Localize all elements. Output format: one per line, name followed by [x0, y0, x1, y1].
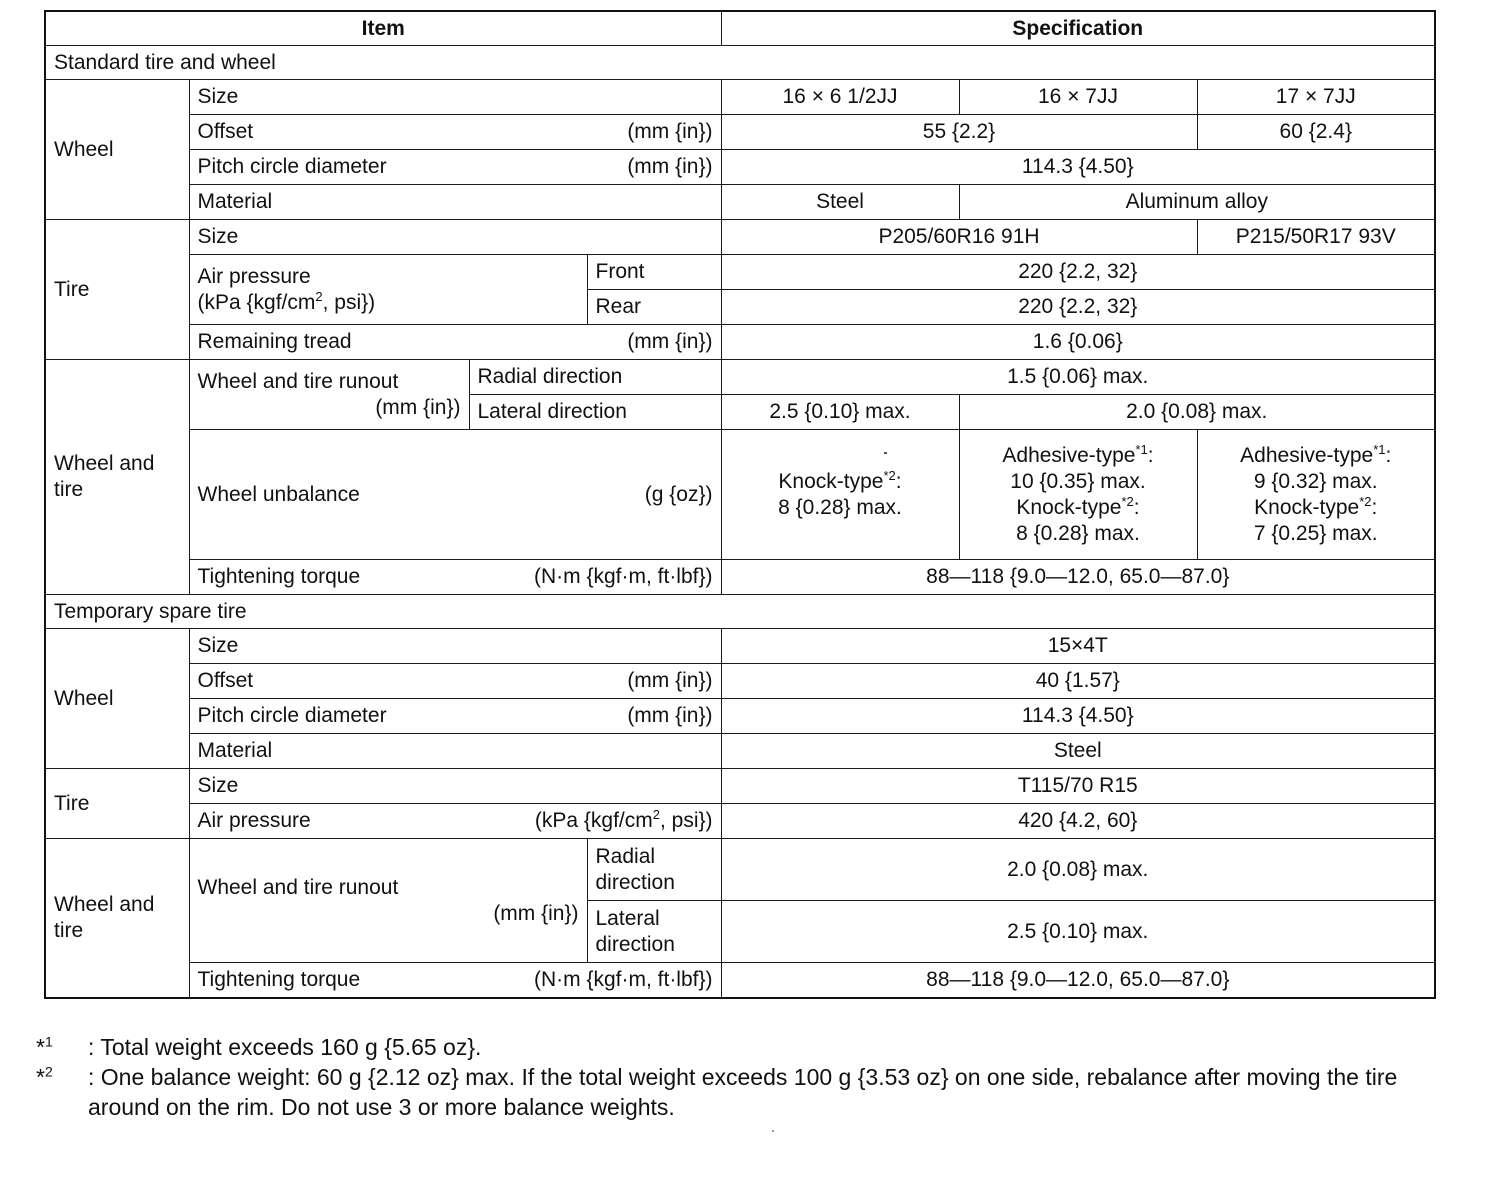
spec-value: 2.5 {0.10} max.: [721, 901, 1435, 963]
spec-value: 2.0 {0.08} max.: [721, 839, 1435, 901]
table-row: [45, 325, 1435, 360]
row-label: Size: [189, 769, 721, 804]
table-row: [45, 220, 1435, 255]
spec-value: 60 {2.4}: [1197, 115, 1435, 150]
footnote: [36, 1062, 1456, 1122]
row-label: Size: [189, 80, 721, 115]
header-row: [45, 11, 1435, 46]
table-row: [45, 255, 1435, 290]
table-row: [45, 769, 1435, 804]
spec-value: 40 {1.57}: [721, 664, 1435, 699]
unbalance-value-17x7: Adhesive-type$^{*1}$: 9 {0.32} max. Knock-type$^{*2}$: 7 {0.25} max.: [1197, 430, 1435, 560]
row-label: Wheel unbalance: [197, 482, 360, 506]
spec-value: P205/60R16 91H: [721, 220, 1197, 255]
footnote: [36, 1032, 1456, 1062]
table-row: [45, 699, 1435, 734]
row-label-cell: [189, 325, 721, 360]
unit-label: (N·m {kgf·m, ft·lbf}): [533, 565, 713, 588]
row-label: Tightening torque: [197, 967, 361, 991]
unit-label: (g {oz}): [644, 482, 713, 506]
tire-wheel-spec-table: [44, 10, 1436, 999]
unit-label: (mm {in}): [627, 669, 713, 692]
spec-value: 15×4T: [721, 629, 1435, 664]
row-label: Offset: [197, 120, 254, 143]
spec-value: Steel: [721, 734, 1435, 769]
table-row: [45, 430, 1435, 560]
row-label: Remaining tread: [197, 330, 352, 353]
row-label: Air pressure: [197, 264, 311, 288]
air-pressure-label-cell: [189, 255, 587, 325]
spec-value: 1.6 {0.06}: [721, 325, 1435, 360]
scan-speck: [772, 1130, 774, 1132]
row-label: Air pressure: [197, 809, 311, 832]
sub-label: Front: [587, 255, 721, 290]
unit-label: (mm {in}): [493, 901, 579, 925]
spec-value: Steel: [721, 185, 959, 220]
row-label-cell: [189, 560, 721, 595]
row-label-cell: [189, 804, 721, 839]
row-label: Wheel and tire runout: [197, 369, 399, 393]
table-row: [45, 360, 1435, 395]
specification-header: Specification: [721, 11, 1435, 46]
spec-value: 88—118 {9.0—12.0, 65.0—87.0}: [721, 963, 1435, 998]
group-label-wheel: Wheel: [45, 629, 189, 769]
spec-value: 220 {2.2, 32}: [721, 255, 1435, 290]
group-label-wheel-and-tire: Wheel and tire: [45, 839, 189, 998]
section-title-spare: Temporary spare tire: [45, 595, 1435, 629]
unbalance-value-16x6: Knock-type$^{*2}$: 8 {0.28} max.: [721, 430, 959, 560]
row-label-cell: [189, 963, 721, 998]
spec-value: 16 × 6 1/2JJ: [721, 80, 959, 115]
row-label: Material: [189, 734, 721, 769]
section-row: [45, 595, 1435, 629]
row-label: Wheel and tire runout: [197, 875, 399, 899]
spec-value: 114.3 {4.50}: [721, 699, 1435, 734]
table-row: [45, 115, 1435, 150]
unit-label: (mm {in}): [627, 330, 713, 353]
unit-label: (mm {in}): [375, 395, 461, 419]
spec-value: 88—118 {9.0—12.0, 65.0—87.0}: [721, 560, 1435, 595]
spec-value: 2.0 {0.08} max.: [959, 395, 1435, 430]
unit-label: (N·m {kgf·m, ft·lbf}): [533, 967, 713, 991]
spec-value: 420 {4.2, 60}: [721, 804, 1435, 839]
row-label: Size: [189, 629, 721, 664]
row-label: Offset: [197, 669, 254, 692]
unit-label: (kPa {$kgf/cm^2$, psi}): [534, 807, 713, 832]
row-label-cell: [189, 150, 721, 185]
spec-value: 17 × 7JJ: [1197, 80, 1435, 115]
table-row: [45, 560, 1435, 595]
footnote-mark: *$^1$: [36, 1033, 53, 1060]
spec-value: 55 {2.2}: [721, 115, 1197, 150]
spec-value: T115/70 R15: [721, 769, 1435, 804]
footnote-mark: *$^2$: [36, 1063, 53, 1090]
runout-label-cell: [189, 839, 587, 963]
spec-value: 1.5 {0.06} max.: [721, 360, 1435, 395]
unit-label: (mm {in}): [627, 704, 713, 727]
row-label: Material: [189, 185, 721, 220]
row-label: Pitch circle diameter: [197, 155, 387, 178]
sub-label: Radial direction: [469, 360, 721, 395]
sub-label: Radial direction: [587, 839, 721, 901]
table-row: [45, 804, 1435, 839]
spec-value: 114.3 {4.50}: [721, 150, 1435, 185]
group-label-wheel-and-tire: Wheel and tire: [45, 360, 189, 595]
spec-value: 2.5 {0.10} max.: [721, 395, 959, 430]
row-label: Tightening torque: [197, 565, 361, 588]
sub-label: Rear: [587, 290, 721, 325]
table-row: [45, 664, 1435, 699]
spec-value: 220 {2.2, 32}: [721, 290, 1435, 325]
row-label-cell: [189, 664, 721, 699]
table-row: [45, 734, 1435, 769]
footnote-text: : Total weight exceeds 160 g {5.65 oz}.: [88, 1034, 482, 1060]
spec-value: P215/50R17 93V: [1197, 220, 1435, 255]
scan-speck: [884, 452, 887, 454]
table-row: [45, 80, 1435, 115]
unit-label: (kPa {$kgf/cm^2$, psi}): [197, 288, 376, 314]
footnote-text: : One balance weight: 60 g {2.12 oz} max. If the total weight exceeds 100 g {3.53 oz} on one side, rebalance after moving the tire around on the rim. Do not use 3 or more balance weights.: [88, 1064, 1398, 1120]
table-row: [45, 839, 1435, 901]
table-row: [45, 629, 1435, 664]
unit-label: (mm {in}): [627, 155, 713, 178]
spec-value: 16 × 7JJ: [959, 80, 1197, 115]
table-row: [45, 150, 1435, 185]
row-label-cell: [189, 699, 721, 734]
section-row: [45, 46, 1435, 80]
sub-label: Lateral direction: [587, 901, 721, 963]
row-label-cell: [189, 115, 721, 150]
group-label-tire: Tire: [45, 220, 189, 360]
group-label-wheel: Wheel: [45, 80, 189, 220]
unbalance-value-16x7: Adhesive-type$^{*1}$: 10 {0.35} max. Knock-type$^{*2}$: 8 {0.28} max.: [959, 430, 1197, 560]
row-label: Pitch circle diameter: [197, 704, 387, 727]
row-label: Size: [189, 220, 721, 255]
spec-value: Aluminum alloy: [959, 185, 1435, 220]
group-label-tire: Tire: [45, 769, 189, 839]
section-title-standard: Standard tire and wheel: [45, 46, 1435, 80]
footnotes: [36, 1032, 1456, 1122]
item-header: Item: [45, 11, 721, 46]
runout-label-cell: [189, 360, 469, 430]
table-row: [45, 185, 1435, 220]
row-label-cell: [189, 430, 721, 560]
sub-label: Lateral direction: [469, 395, 721, 430]
unit-label: (mm {in}): [627, 120, 713, 143]
table-row: [45, 963, 1435, 998]
